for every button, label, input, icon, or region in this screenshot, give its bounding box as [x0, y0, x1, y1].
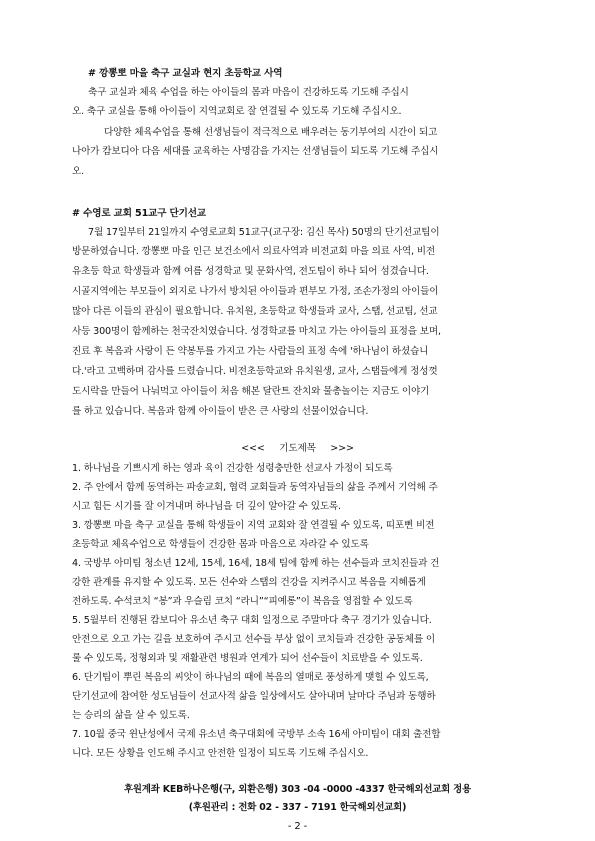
paragraph-line: 유초등 학교 학생들과 함께 여름 성경학교 및 문화사역, 전도팀이 하나 되어 섬겼습니다. — [72, 266, 429, 277]
paragraph-line: 축구 교실과 체육 수업을 하는 아이들의 몸과 마음이 건강하도록 기도해 주십시 — [88, 87, 409, 98]
paragraph-line: 7월 17일부터 21일까지 수영로교회 51교구(교구장: 김신 목사) 50명의 단기선교팀이 — [88, 227, 440, 238]
paragraph-line: 진료 후 복음과 사랑이 든 약봉투를 가지고 가는 사람들의 표정 속에 '하나님이 하셨습니 — [72, 346, 429, 357]
prayer-item-line: 6. 단기팀이 뿌린 복음의 씨앗이 하나님의 때에 복음의 열매로 풍성하게 맺힐 수 있도록, — [72, 672, 429, 683]
paragraph-line: 다양한 체육수업을 통해 선생님들이 적극적으로 배우려는 동기부여의 시간이 되고 — [104, 127, 438, 138]
prayer-item-line: 5. 5월부터 진행된 캄보디아 유소년 축구 대회 일정으로 주말마다 축구 경기가 있습니다. — [72, 615, 432, 626]
paragraph-line: 다.'라고 고백하며 감사를 드렸습니다. 비전초등학교와 유치원생, 교사, 스탭들에게 정성껏 — [72, 366, 438, 377]
paragraph-line: 나아가 캄보디아 다음 세대를 교육하는 사명감을 가지는 선생님들이 되도록 기도해 주십시 — [72, 146, 439, 157]
prayer-item-line: 강한 관계를 유지할 수 있도록. 모든 선수와 스탭의 건강을 지켜주시고 복음을 지혜롭게 — [72, 577, 426, 588]
paragraph-line: 방문하였습니다. 깡뽕뽀 마을 인근 보건소에서 의료사역과 비전교회 마을 의료 사역, 비전 — [72, 246, 436, 257]
paragraph-line: 시골지역에는 부모들이 외지로 나가서 방치된 아이들과 편부모 가정, 조손가정의 아이들이 — [72, 286, 439, 297]
prayer-item-line: 2. 주 안에서 함께 동역하는 파송교회, 협력 교회들과 동역자님들의 삶을 주께서 기억해 주 — [72, 482, 438, 493]
paragraph-line: 도시락을 만들어 나눠먹고 아이들이 처음 해본 달란트 잔치와 물총놀이는 지금도 이야기 — [72, 386, 430, 397]
prayer-item-line: 시고 힘든 시기를 잘 이겨내며 하나님을 더 깊이 알아갈 수 있도록. — [72, 501, 341, 512]
paragraph-line: 오. 축구 교실을 통해 아이들이 지역교회로 잘 연결될 수 있도록 기도해 주십시오. — [72, 106, 402, 117]
paragraph-line: 많아 다른 이들의 관심이 필요합니다. 유치원, 초등학교 학생들과 교사, 스탭, 선교팀, 선교 — [72, 306, 438, 317]
prayer-item-line: 단기선교에 참여한 성도님들이 선교사적 삶을 일상에서도 살아내며 날마다 주님과 동행하 — [72, 691, 436, 702]
prayer-item-line: 3. 깡뽕뽀 마을 축구 교실을 통해 학생들이 지역 교회와 잘 연결될 수 있도록, 띠포삔 비전 — [72, 520, 435, 531]
page-number: - 2 - — [287, 821, 308, 832]
prayer-item-line: 안전으로 오고 가는 길을 보호하여 주시고 선수들 부상 없이 코치들과 건강한 공동체를 이 — [72, 634, 436, 645]
prayer-item-line: 1. 하나님을 기쁘시게 하는 영과 육이 건강한 성령충만한 선교사 가정이 되도록 — [72, 463, 393, 474]
donation-account: 후원계좌 KEB하나은행(구, 외환은행) 303 -04 -0000 -4337 한국해외선교회 정용 — [124, 784, 471, 795]
prayer-item-line: 초등학교 체육수업으로 학생들이 건강한 몸과 마음으로 자라갈 수 있도록 — [72, 539, 369, 550]
section-heading-soccer-school: # 깡뽕뽀 마을 축구 교실과 현지 초등학교 사역 — [88, 68, 283, 79]
prayer-item-line: 전하도록. 수석코치 “봉”과 우슬림 코치 “라니”“피예롱”이 복음을 영접할 수 있도록 — [72, 596, 413, 607]
prayer-topics-title: <<< 기도제목 >>> — [241, 443, 354, 454]
donation-contact: (후원관리 : 전화 02 - 337 - 7191 한국해외선교회) — [188, 802, 407, 813]
paragraph-line: 를 하고 있습니다. 복음과 함께 아이들이 받은 큰 사랑의 선물이었습니다. — [72, 406, 369, 417]
prayer-item-line: 4. 국방부 아미팀 청소년 12세, 15세, 16세, 18세 팀에 함께 하는 선수들과 코치진들과 건 — [72, 558, 440, 569]
prayer-item-line: 7. 10월 중국 윈난성에서 국제 유소년 축구대회에 국방부 소속 16세 아미팀이 대회 출전합 — [72, 729, 441, 740]
section-heading-short-term-mission: # 수영로 교회 51교구 단기선교 — [72, 208, 206, 219]
prayer-item-line: 룰 수 있도록, 정형외과 및 재활관련 병원과 연계가 되어 선수들이 치료받을 수 있도록. — [72, 653, 423, 664]
paragraph-line: 오. — [72, 166, 85, 177]
prayer-item-line: 니다. 모든 상황을 인도해 주시고 안전한 일정이 되도록 기도해 주십시오. — [72, 748, 369, 759]
prayer-item-line: 는 승리의 삶을 살 수 있도록. — [72, 710, 190, 721]
paragraph-line: 사등 300명이 함께하는 천국잔치였습니다. 성경학교를 마치고 가는 아이들의 표정을 보며, — [72, 326, 441, 337]
